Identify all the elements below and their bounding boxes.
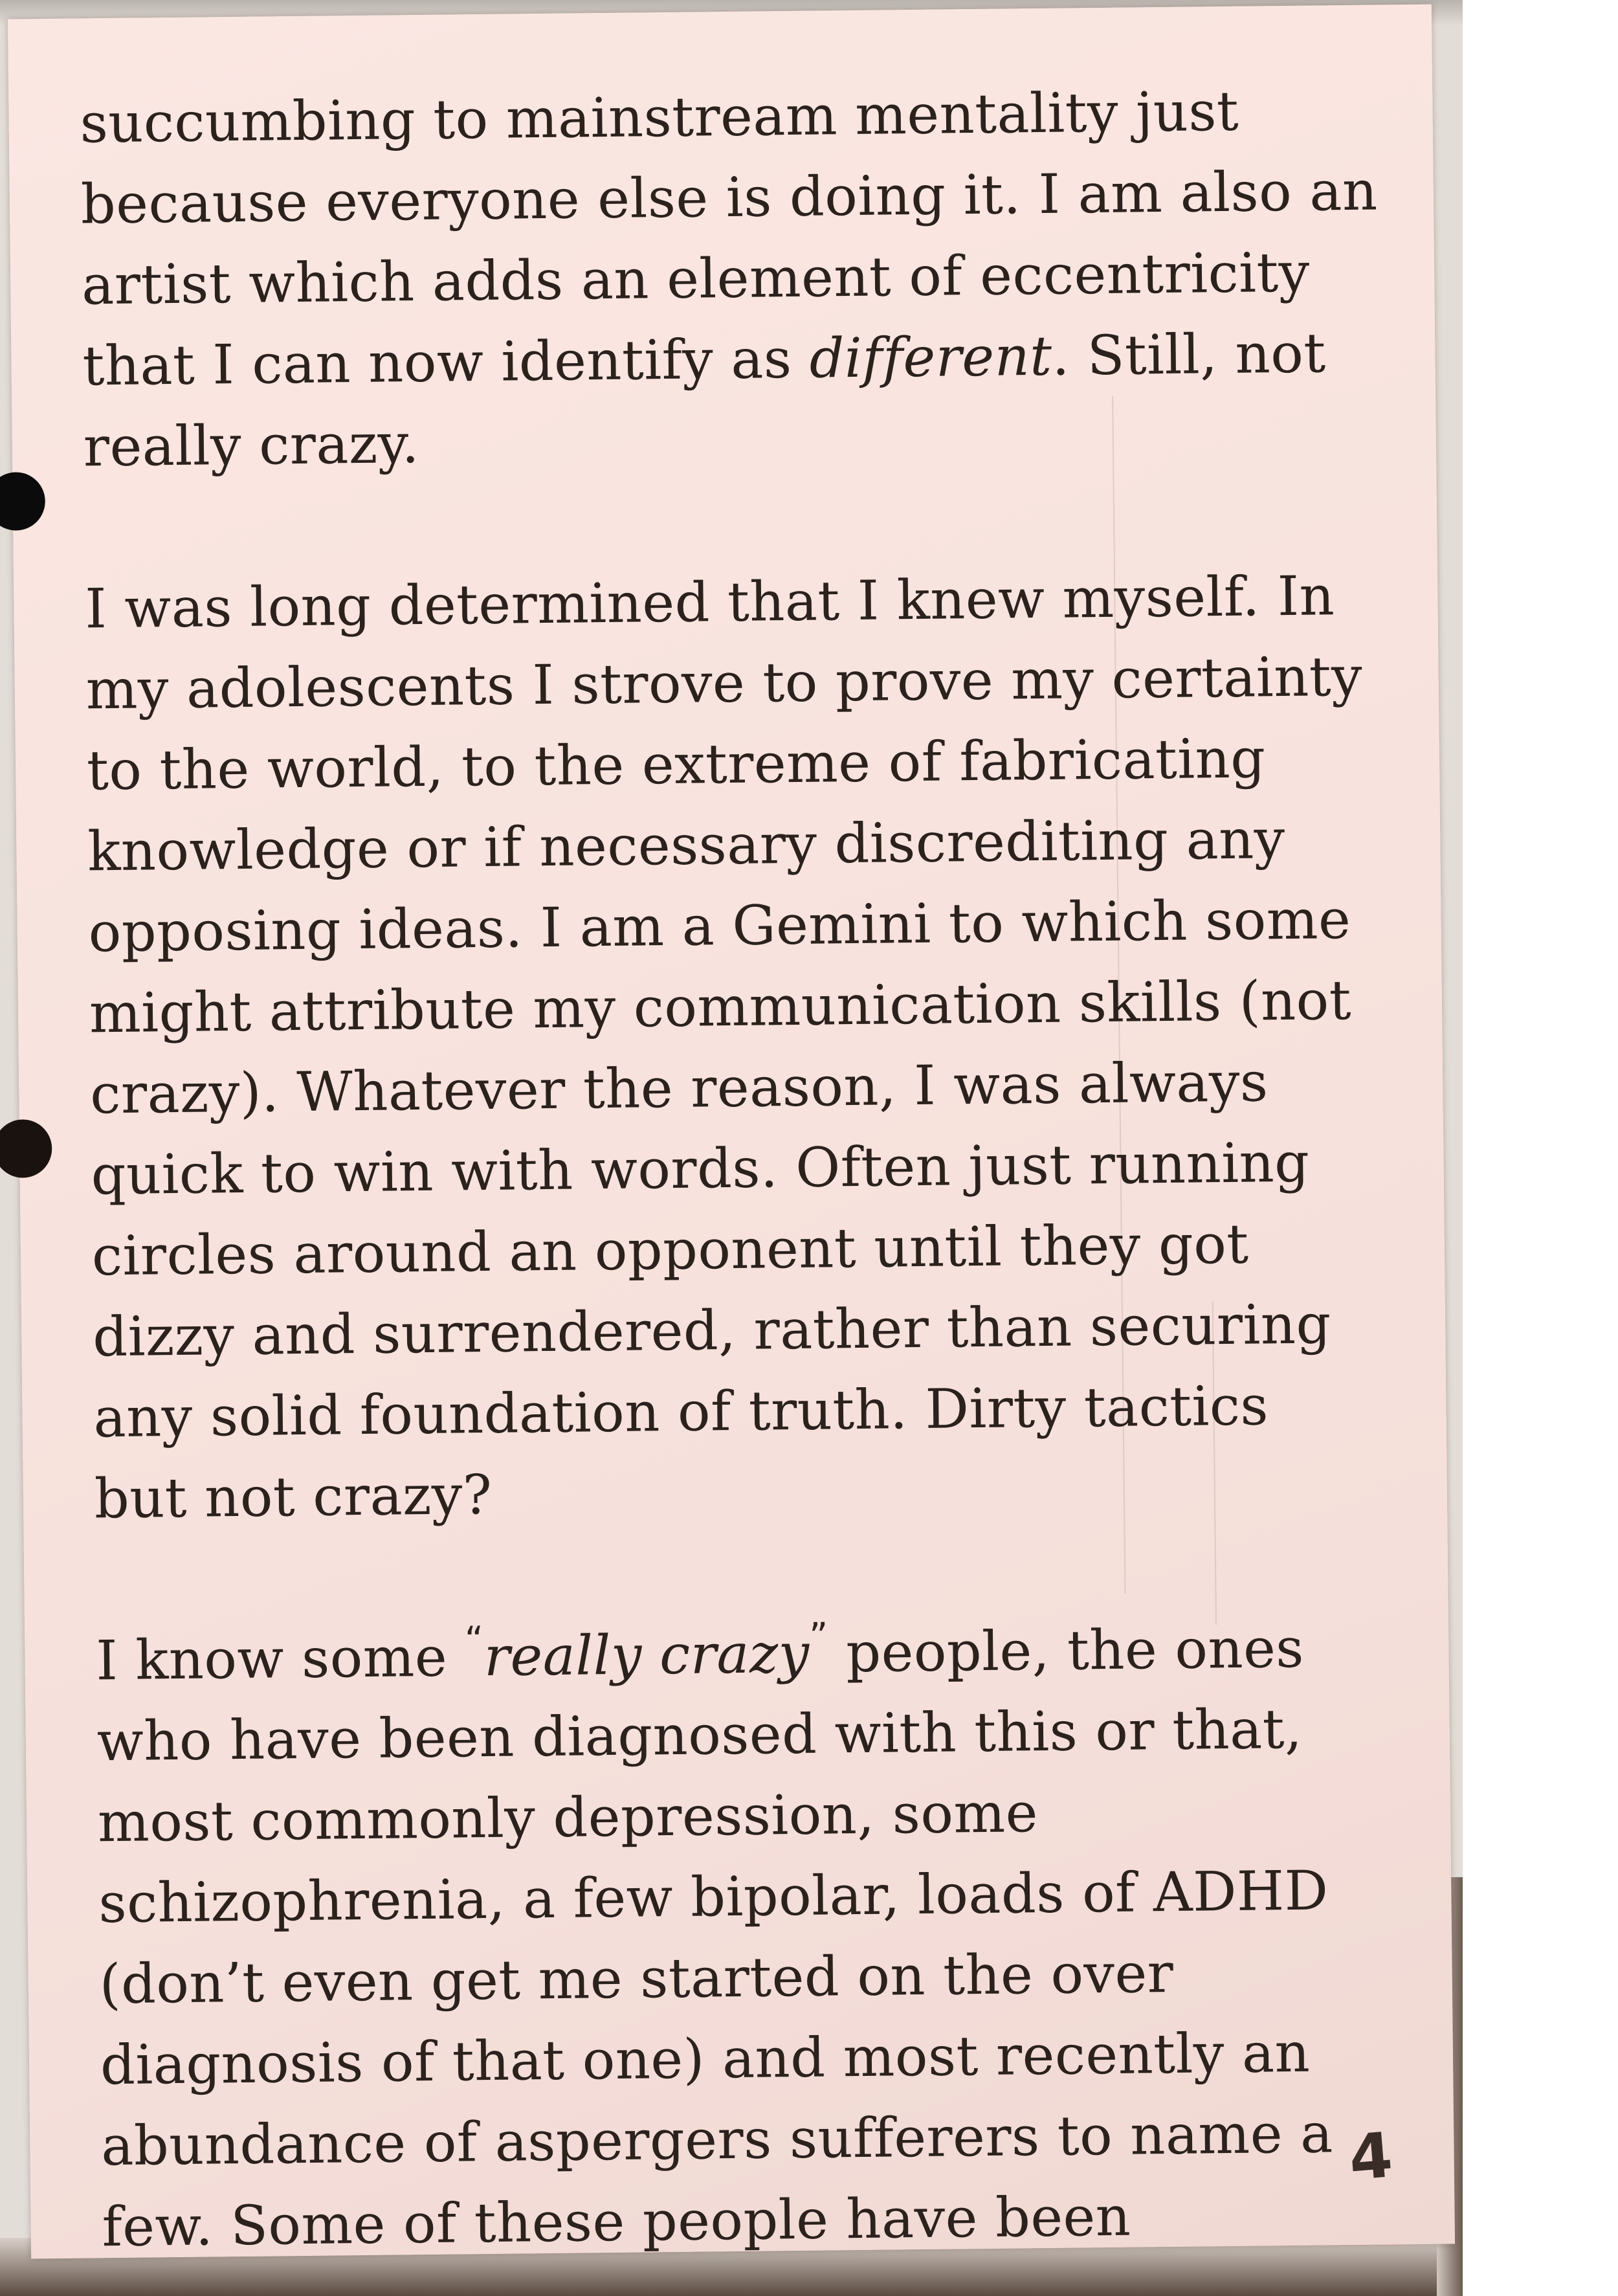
binder-hole [0,1119,52,1178]
paragraph-1-text-before: succumbing to mainstream mentality just because everyone else is doing it. I am also an artist which adds an element of eccentricity that I can now identify as [80,79,1379,398]
handwritten-close-quote: ” [808,1615,829,1658]
handwritten-open-quote: “ [464,1619,484,1662]
paragraph-1-text-after: . Still, not really crazy. [83,321,1327,479]
paragraph-2: I was long determined that I knew myself. In my adolescents I strove to prove my certainty to the world, to the extreme of fabricating knowledge or if necessary discrediting any opposing ideas. I am a Gemini to which some might attribute my communication skills (not crazy). Whatever the reason, I was always quick to win with words. Often just running circles around an opponent until they got dizzy and surrendered, rather than securing any solid foundation of truth. Dirty tactics but not crazy? [84,564,1363,1531]
binder-hole [0,472,45,531]
handwritten-page-number: 4 [1346,2119,1396,2195]
paragraph-3-text-after: people, the ones who have been diagnosed with this or that, most commonly depression, some schizophrenia, a few bipolar, loads of ADHD (don’t even get me started on the over diagnosis of that one) and most recently an abundance of aspergers sufferers to name a few. Some of these people have been [96,1616,1334,2259]
emphasized-word: different [809,324,1052,390]
page-body-text [80,69,1423,2268]
paragraph-3 [96,1607,1423,2268]
book-page [8,5,1455,2259]
emphasized-phrase: really crazy [483,1621,810,1689]
paragraph-3-text-before: I know some [95,1625,465,1693]
paragraph-1 [80,69,1404,487]
